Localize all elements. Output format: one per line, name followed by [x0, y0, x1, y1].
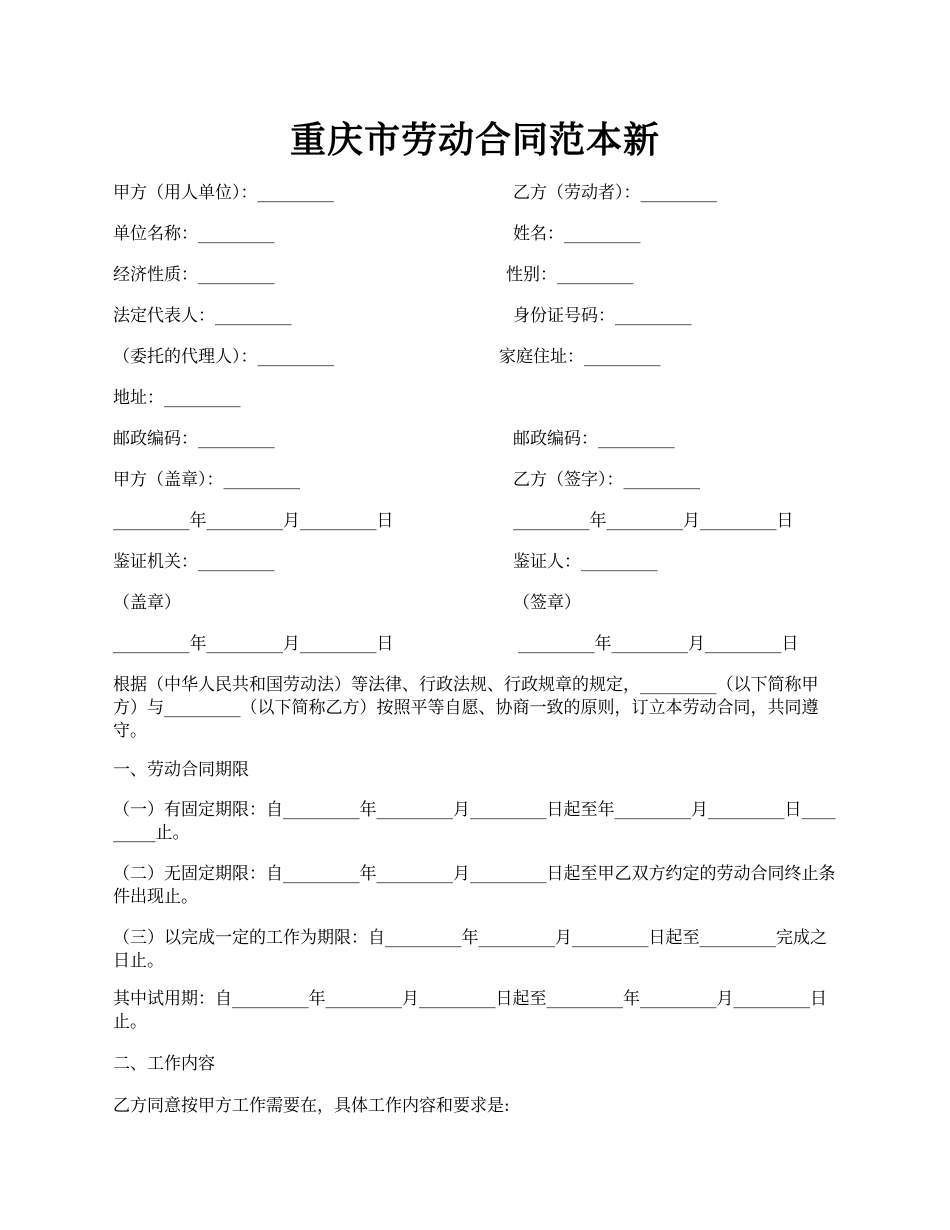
document-title: 重庆市劳动合同范本新 [289, 119, 660, 161]
preamble-paragraph: 根据（中华人民共和国劳动法）等法律、行政法规、行政规章的规定，_________（以下简称甲方）与_________（以下简称乙方）按照平等自愿、协商一致的原则，订立本劳动合同，共同遵守。 [113, 675, 819, 741]
clause-open-term: （二）无固定期限：自_________年_________月_________日起至甲乙双方约定的劳动合同终止条件出现止。 [113, 864, 836, 907]
party-b-signature-field: 乙方（签字）：_________ [513, 470, 700, 490]
section-heading: 二、工作内容 [113, 1054, 215, 1074]
id-number-field: 身份证号码：_________ [513, 306, 692, 326]
authority-seal-label: （盖章） [113, 593, 181, 613]
name-field: 姓名：_________ [513, 224, 641, 244]
party-a-employer-field: 甲方（用人单位）：_________ [113, 183, 334, 203]
verifier-field: 鉴证人：_________ [513, 552, 658, 572]
authorized-agent-field: （委托的代理人）：_________ [113, 347, 334, 367]
verifier-signature-label: （签章） [513, 593, 581, 613]
clause-probation: 其中试用期：自_________年_________月_________日起至_________年_________月_________日止。 [113, 989, 827, 1032]
body-paragraph: 乙方同意按甲方工作需要在，具体工作内容和要求是: [113, 1096, 510, 1116]
clause-fixed-term: （一）有固定期限：自_________年_________月_________日起至年_________月_________日_________止。 [113, 800, 836, 843]
legal-representative-field: 法定代表人：_________ [113, 306, 292, 326]
address-field: 地址：_________ [113, 388, 241, 408]
economic-nature-field: 经济性质：_________ [113, 265, 275, 285]
clause-task-term: （三）以完成一定的工作为期限：自_________年_________月_________日起至_________完成之日止。 [113, 928, 827, 971]
party-a-postal-code-field: 邮政编码：_________ [113, 429, 275, 449]
verification-authority-field: 鉴证机关：_________ [113, 552, 275, 572]
party-a-seal-field: 甲方（盖章）：_________ [113, 470, 300, 490]
party-a-date-field: _________年_________月_________日 [113, 511, 394, 531]
authority-date-field: _________年_________月_________日 [113, 634, 394, 654]
verifier-date-field: _________年_________月_________日 [518, 634, 799, 654]
section-heading: 一、劳动合同期限 [113, 760, 249, 780]
party-b-postal-code-field: 邮政编码：_________ [513, 429, 675, 449]
party-b-worker-field: 乙方（劳动者）：_________ [513, 183, 717, 203]
home-address-field: 家庭住址：_________ [499, 347, 661, 367]
unit-name-field: 单位名称：_________ [113, 224, 275, 244]
gender-field: 性别：_________ [506, 265, 634, 285]
party-b-date-field: _________年_________月_________日 [513, 511, 794, 531]
